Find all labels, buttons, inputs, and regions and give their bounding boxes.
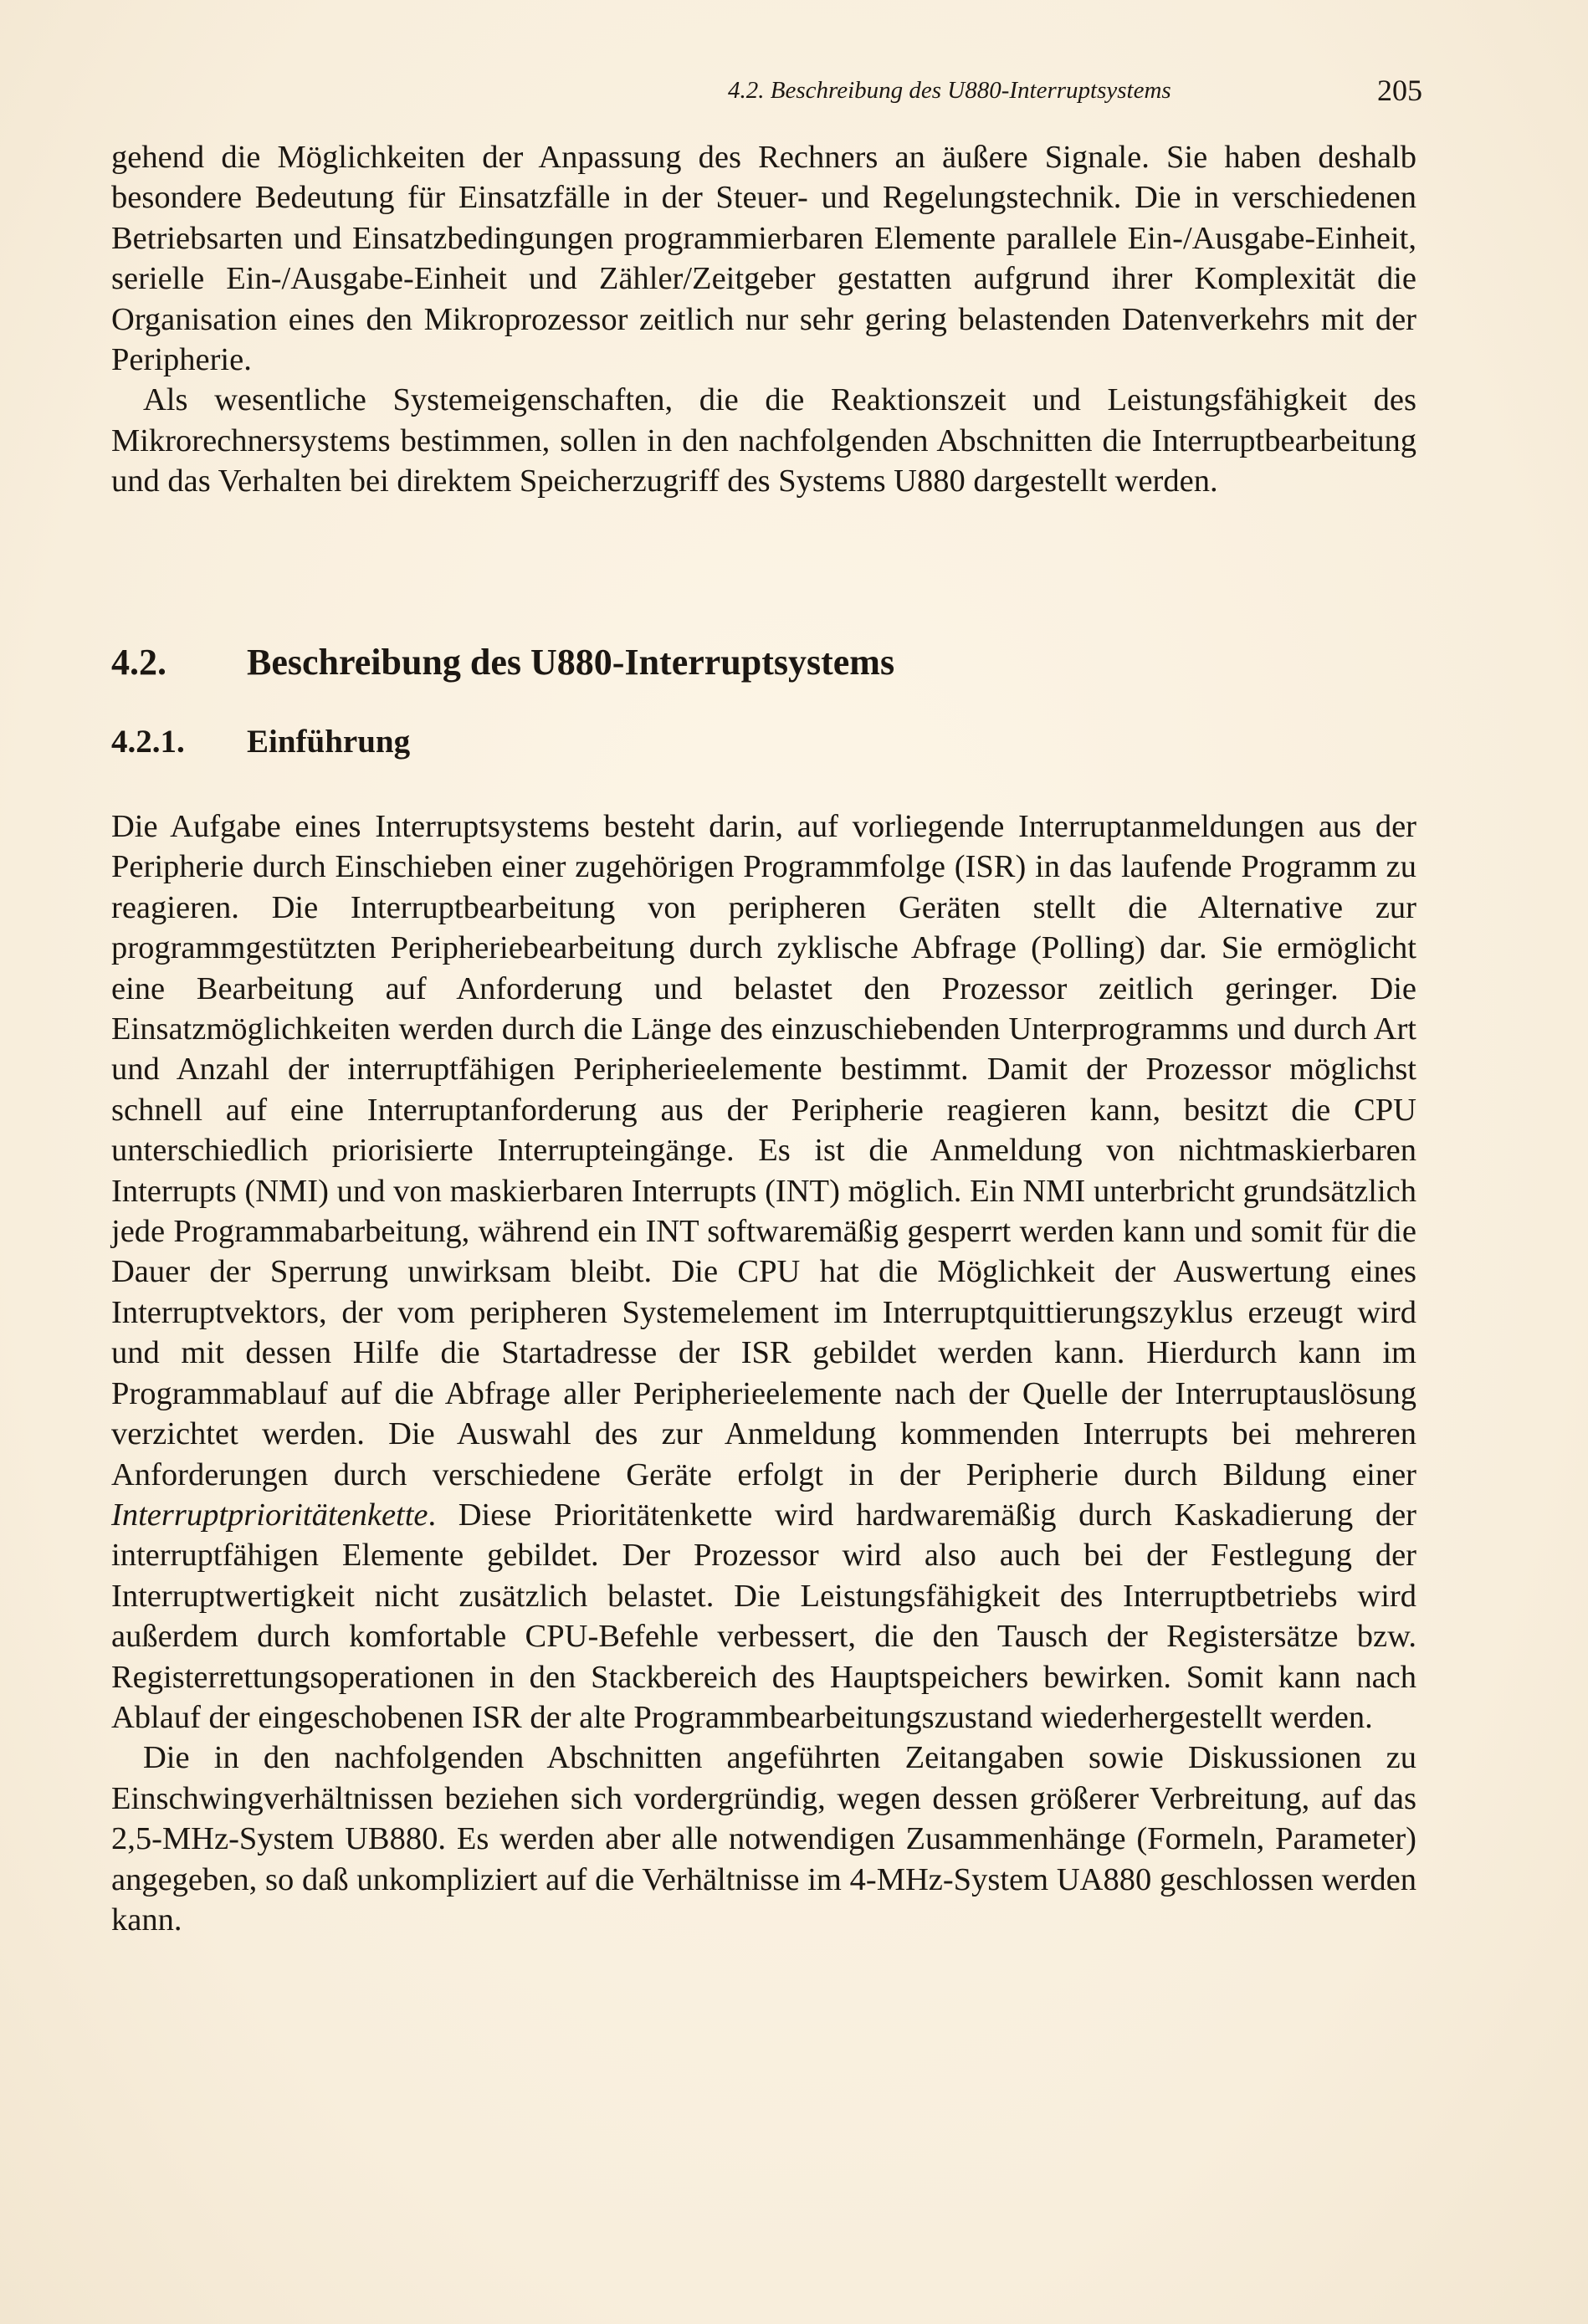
body-paragraph-text-continued: . Diese Prioritätenkette wird hardwaremäßig durch Kaskadierung der interruptfähigen Elemente gebildet. Der Prozessor wird also auch bei der Festlegung der Interruptwertigkeit nicht zusätzlich belastet. Die Leistungsfähigkeit des Interruptbetriebs wird außerdem durch komfortable CPU-Befehle verbessert, die den Tausch der Registersätze bzw. Registerrettungsoperationen in den Stackbereich des Hauptspeichers bewirken. Somit kann nach Ablauf der eingeschobenen ISR der alte Programmbearbeitungszustand wiederhergestellt werden. xyxy=(111,1497,1416,1735)
section-body xyxy=(111,806,1416,1940)
intro-text xyxy=(111,137,1416,502)
running-title: 4.2. Beschreibung des U880-Interruptsystems xyxy=(728,77,1171,104)
subsection-title: Einführung xyxy=(247,724,411,760)
intro-paragraph-continuation: gehend die Möglichkeiten der Anpassung des Rechners an äußere Signale. Sie haben deshalb besondere Bedeutung für Einsatzfälle in der Steuer- und Regelungstechnik. Die in verschiedenen Betriebsarten und Einsatzbedingungen programmierbaren Elemente parallele Ein-/Ausgabe-Einheit, serielle Ein-/Ausgabe-Einheit und Zähler/Zeitgeber gestatten aufgrund ihrer Komplexität die Organisation eines den Mikroprozessor zeitlich nur sehr gering belastenden Datenverkehrs mit der Peripherie. xyxy=(111,140,1416,378)
subsection-heading xyxy=(111,721,1416,763)
running-header xyxy=(728,74,1422,115)
body-paragraph-text: Die Aufgabe eines Interruptsystems besteht darin, auf vorliegende Interruptanmeldungen aus der Peripherie durch Einschieben einer zugehörigen Programmfolge (ISR) in das laufende Programm zu reagieren. Die Interruptbearbeitung von peripheren Geräten stellt die Alternative zur programmgestützten Peripheriebearbeitung durch zyklische Abfrage (Polling) dar. Sie ermöglicht eine Bearbeitung auf Anforderung und belastet den Prozessor zeitlich geringer. Die Einsatzmöglichkeiten werden durch die Länge des einzuschiebenden Unterprogramms und durch Art und Anzahl der interruptfähigen Peripherieelemente bestimmt. Damit der Prozessor möglichst schnell auf eine Interruptanforderung aus der Peripherie reagieren kann, besitzt die CPU unterschiedlich priorisierte Interrupteingänge. Es ist die Anmeldung von nichtmaskierbaren Interrupts (NMI) und von maskierbaren Interrupts (INT) möglich. Ein NMI unterbricht grundsätzlich jede Programmabarbeitung, während ein INT softwaremäßig gesperrt werden kann und somit für die Dauer der Sperrung unwirksam bleibt. Die CPU hat die Möglichkeit der Auswertung eines Interruptvektors, der vom peripheren Systemelement im Interruptquittierungszyklus erzeugt wird und mit dessen Hilfe die Startadresse der ISR gebildet werden kann. Hierdurch kann im Programmablauf auf die Abfrage aller Peripherieelemente nach der Quelle der Interruptauslösung verzichtet werden. Die Auswahl des zur Anmeldung kommenden Interrupts bei mehreren Anforderungen durch verschiedene Geräte erfolgt in der Peripherie durch Bildung einer xyxy=(111,809,1416,1492)
section-number: 4.2. xyxy=(111,642,166,683)
subsection-number: 4.2.1. xyxy=(111,724,185,760)
emphasized-term: Interruptprioritätenkette xyxy=(111,1497,428,1533)
body-paragraph-2: Die in den nachfolgenden Abschnitten angeführten Zeitangaben sowie Diskussionen zu Einschwingverhältnissen beziehen sich vordergründig, wegen dessen größerer Verbreitung, auf das 2,5-MHz-System UB880. Es werden aber alle notwendigen Zusammenhänge (Formeln, Parameter) angegeben, so daß unkompliziert auf die Verhältnisse im 4-MHz-System UA880 geschlossen werden kann. xyxy=(111,1740,1416,1938)
page-number: 205 xyxy=(1377,74,1422,107)
section-title: Beschreibung des U880-Interruptsystems xyxy=(247,642,895,683)
intro-paragraph: Als wesentliche Systemeigenschaften, die die Reaktionszeit und Leistungsfähigkeit des Mikrorechnersystems bestimmen, sollen in den nachfolgenden Abschnitten die Interruptbearbeitung und das Verhalten bei direktem Speicherzugriff des Systems U880 dargestellt werden. xyxy=(111,382,1416,499)
section-heading xyxy=(111,639,1416,686)
body-paragraph xyxy=(111,806,1416,1738)
